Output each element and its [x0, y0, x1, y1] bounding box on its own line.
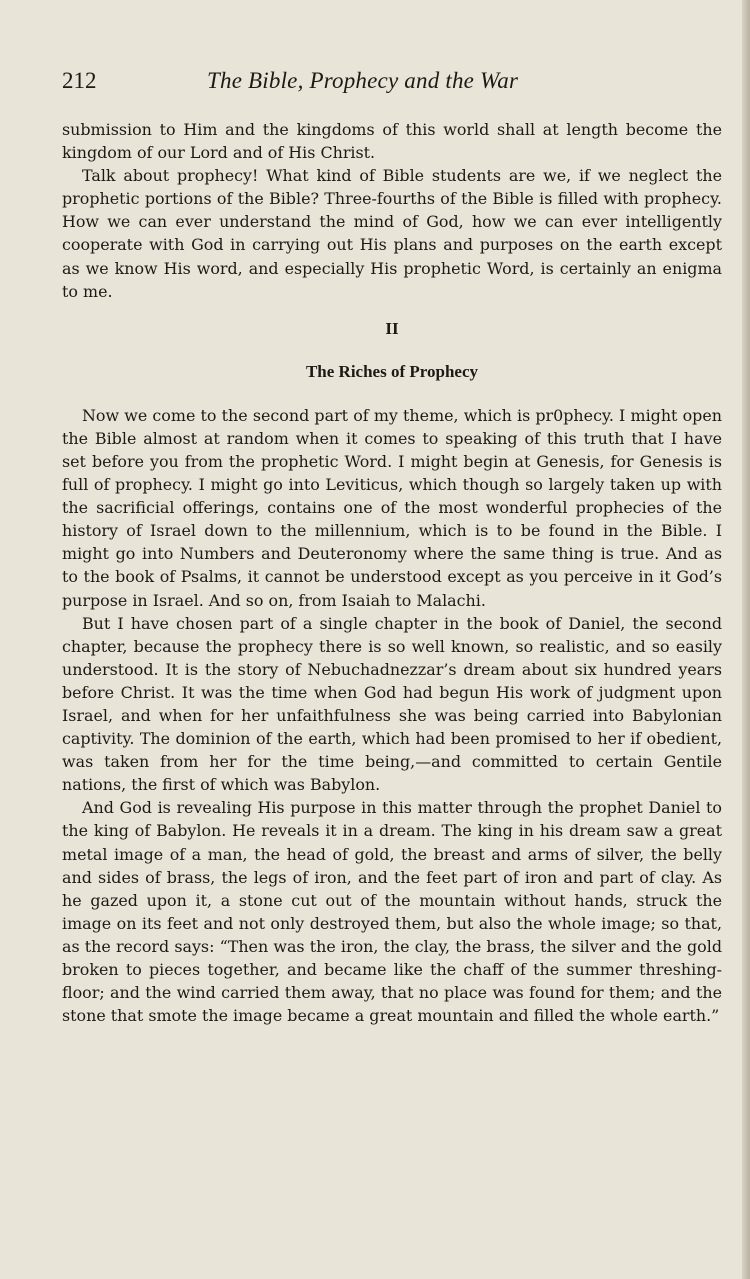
paragraph-dream: And God is revealing His purpose in this matter through the prophet Daniel to the king of Babylon. He reveals it in a dream. The king in his dream saw a great metal image of a man, the head of gold, the breast and arms of silver, the belly and sides of brass, the legs of iron, and the feet part of iron and part of clay. As he gazed upon it, a stone cut out of the mountain without hands, struck the image on its feet and not only destroyed them, but also the whole image; so that, as the record says: “Then was the iron, the clay, the brass, the silver and the gold broken to pieces together, and became like the chaff of the summer threshing-floor; and the wind carried them away, that no place was found for them; and the stone that smote the image became a great mountain and filled the whole earth.”: [62, 798, 722, 1026]
paragraph-daniel: But I have chosen part of a single chapter in the book of Daniel, the second chapter, because the prophecy there is so well known, so realistic, and so easily understood. It is the story of Nebuchadnezzar’s dream about six hundred years before Christ. It was the time when God had begun His work of judgment upon Israel, and when for her unfaithfulness she was being carried into Babylonian captivity. The dominion of the earth, which had been promised to her if obedient, was taken from her for the time being,—and committed to certain Gentile nations, the first of which was Babylon.: [62, 613, 722, 795]
book-text: [62, 118, 722, 1027]
paragraph-prophecy-talk: Talk about prophecy! What kind of Bible students are we, if we neglect the prophetic portions of the Bible? Three-fourths of the Bible is filled with prophecy. How we can ever understand the mind of God, how we can ever intelligently cooperate with God in carrying out His plans and purposes on the earth except as we know His word, and especially His prophetic Word, is certainly an enigma to me.: [62, 166, 722, 301]
section-number: II: [385, 318, 399, 338]
paragraph-second-part: Now we come to the second part of my theme, which is pr0phecy. I might open the Bible almost at random when it comes to speaking of this truth that I have set before you from the prophetic Word. I might begin at Genesis, for Genesis is full of prophecy. I might go into Leviticus, which though so largely taken up with the sacrificial offerings, contains one of the most wonderful prophecies of the history of Israel down to the millennium, which is to be found in the Bible. I might go into Numbers and Deuteronomy where the same thing is true. And as to the book of Psalms, it cannot be understood except as you perceive in it God’s purpose in Israel. And so on, from Isaiah to Malachi.: [62, 405, 722, 610]
continued-paragraph: submission to Him and the kingdoms of this world shall at length become the kingdom of our Lord and of His Christ.: [62, 120, 722, 163]
page-edge-shadow: [742, 0, 750, 1279]
page-header: [62, 68, 722, 102]
section-title: The Riches of Prophecy: [305, 361, 479, 381]
running-title: The Bible, Prophecy and the War: [207, 68, 519, 93]
page-number: 212: [62, 68, 97, 93]
